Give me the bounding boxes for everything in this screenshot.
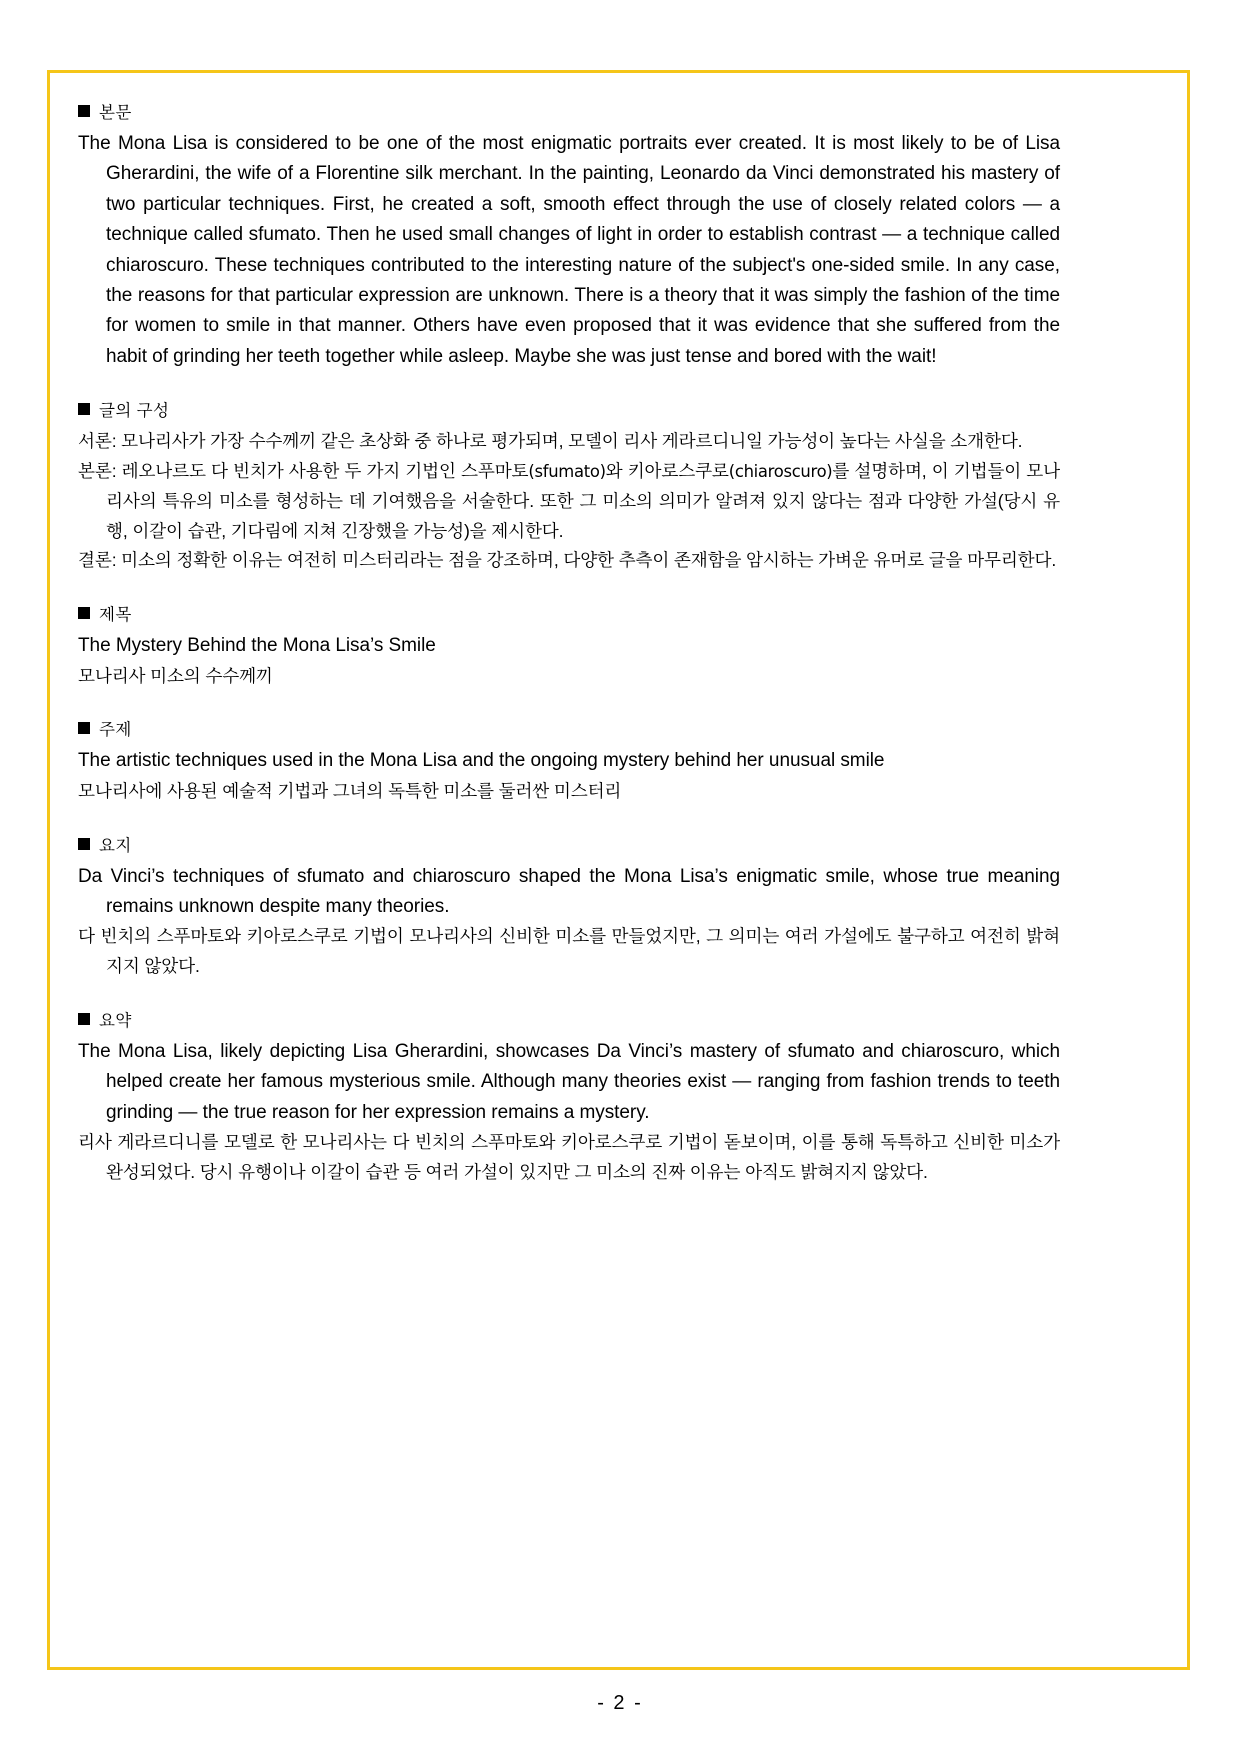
section-heading-yoyak [78, 1008, 1060, 1035]
section-body-yoji [78, 862, 1060, 982]
square-bullet-icon [78, 403, 90, 415]
section-heading-label: 글의 구성 [99, 402, 170, 421]
page-content [78, 100, 1060, 1188]
text-run: 를 설명하며, 이 기법들이 모나리사의 특유의 미소를 형성하는 데 기여했음을 서술한다. 또한 그 미소의 의미가 알려져 있지 않다는 점과 다양한 가설(당시 유행, 이갈이 습관, 기다림에 지쳐 긴장했을 가능성)을 제시한다. [106, 461, 1060, 541]
section-heading-label: 요지 [99, 836, 132, 855]
section-spacer [78, 372, 1060, 398]
section-heading-label: 본문 [99, 104, 132, 122]
paragraph-korean-seoron: 서론: 모나리사가 가장 수수께끼 같은 초상화 중 하나로 평가되며, 모델이 리사 게라르디니일 가능성이 높다는 사실을 소개한다. [78, 431, 1023, 452]
section-heading-bonmun [78, 100, 1060, 127]
section-spacer [78, 691, 1060, 717]
section-heading-label: 주제 [99, 721, 132, 740]
square-bullet-icon [78, 838, 90, 850]
latin-term-sfumato: (sfumato) [528, 462, 606, 482]
paragraph-english: The Mona Lisa is considered to be one of the most enigmatic portraits ever created. It is most likely to be of Lisa Gherardini, the wife of a Florentine silk merchant. In the painting, Leonardo da Vinci demonstrated his mastery of two particular techniques. First, he created a soft, smooth effect through the use of closely related colors — a technique called sfumato. Then he used small changes of light in order to establish contrast — a technique called chiaroscuro. These techniques contributed to the interesting nature of the subject's one-sided smile. In any case, the reasons for that particular expression are unknown. There is a theory that it was simply the fashion of the time for women to smile in that manner. Others have even proposed that it was evidence that she suffered from the habit of grinding her teeth together while asleep. Maybe she was just tense and bored with the wait! [78, 133, 1060, 367]
paragraph-korean-gyeollon: 결론: 미소의 정확한 이유는 여전히 미스터리라는 점을 강조하며, 다양한 추측이 존재함을 암시하는 가벼운 유머로 글을 마무리한다. [78, 550, 1057, 571]
section-body-bonmun [78, 129, 1060, 372]
paragraph-korean-gist: 다 빈치의 스푸마토와 키아로스쿠로 기법이 모나리사의 신비한 미소를 만들었지만, 그 의미는 여러 가설에도 불구하고 여전히 밝혀지지 않았다. [78, 926, 1060, 977]
paragraph-english-theme: The artistic techniques used in the Mona Lisa and the ongoing mystery behind her unusual smile [78, 750, 885, 772]
section-heading-juje [78, 717, 1060, 744]
paragraph-korean-summary: 리사 게라르디니를 모델로 한 모나리사는 다 빈치의 스푸마토와 키아로스쿠로 기법이 돋보이며, 이를 통해 독특하고 신비한 미소가 완성되었다. 당시 유행이나 이갈이 습관 등 여러 가설이 있지만 그 미소의 진짜 이유는 아직도 밝혀지지 않았다. [78, 1132, 1060, 1183]
section-spacer [78, 576, 1060, 602]
square-bullet-icon [78, 722, 90, 734]
paragraph-english-summary: The Mona Lisa, likely depicting Lisa Gherardini, showcases Da Vinci’s mastery of sfumato and chiaroscuro, which helped create her famous mysterious smile. Although many theories exist — ranging from fashion trends to teeth grinding — the true reason for her expression remains a mystery. [78, 1041, 1060, 1123]
page-number: - 2 - [597, 1692, 643, 1714]
section-heading-gueui-guseong [78, 398, 1060, 425]
section-spacer [78, 807, 1060, 833]
section-body-gueui-guseong [78, 427, 1060, 576]
section-body-yoyak [78, 1037, 1060, 1188]
section-heading-label: 요약 [99, 1012, 132, 1031]
paragraph-korean-title: 모나리사 미소의 수수께끼 [78, 665, 273, 686]
section-body-jemok [78, 631, 1060, 691]
square-bullet-icon [78, 1013, 90, 1025]
square-bullet-icon [78, 105, 90, 117]
paragraph-korean-bonron [78, 457, 1060, 546]
text-run: 본론: 레오나르도 다 빈치가 사용한 두 가지 기법인 스푸마토 [78, 461, 529, 482]
square-bullet-icon [78, 607, 90, 619]
latin-term-chiaroscuro: (chiaroscuro) [728, 462, 833, 482]
section-body-juje [78, 746, 1060, 806]
section-spacer [78, 982, 1060, 1008]
paragraph-english-title: The Mystery Behind the Mona Lisa’s Smile [78, 635, 436, 657]
section-heading-jemok [78, 602, 1060, 629]
section-heading-label: 제목 [99, 606, 132, 625]
text-run: 와 키아로스쿠로 [605, 461, 729, 482]
section-heading-yoji [78, 833, 1060, 860]
paragraph-korean-theme: 모나리사에 사용된 예술적 기법과 그녀의 독특한 미소를 둘러싼 미스터리 [78, 780, 622, 801]
paragraph-english-gist: Da Vinci’s techniques of sfumato and chiaroscuro shaped the Mona Lisa’s enigmatic smile, whose true meaning remains unknown despite many theories. [78, 865, 1060, 918]
